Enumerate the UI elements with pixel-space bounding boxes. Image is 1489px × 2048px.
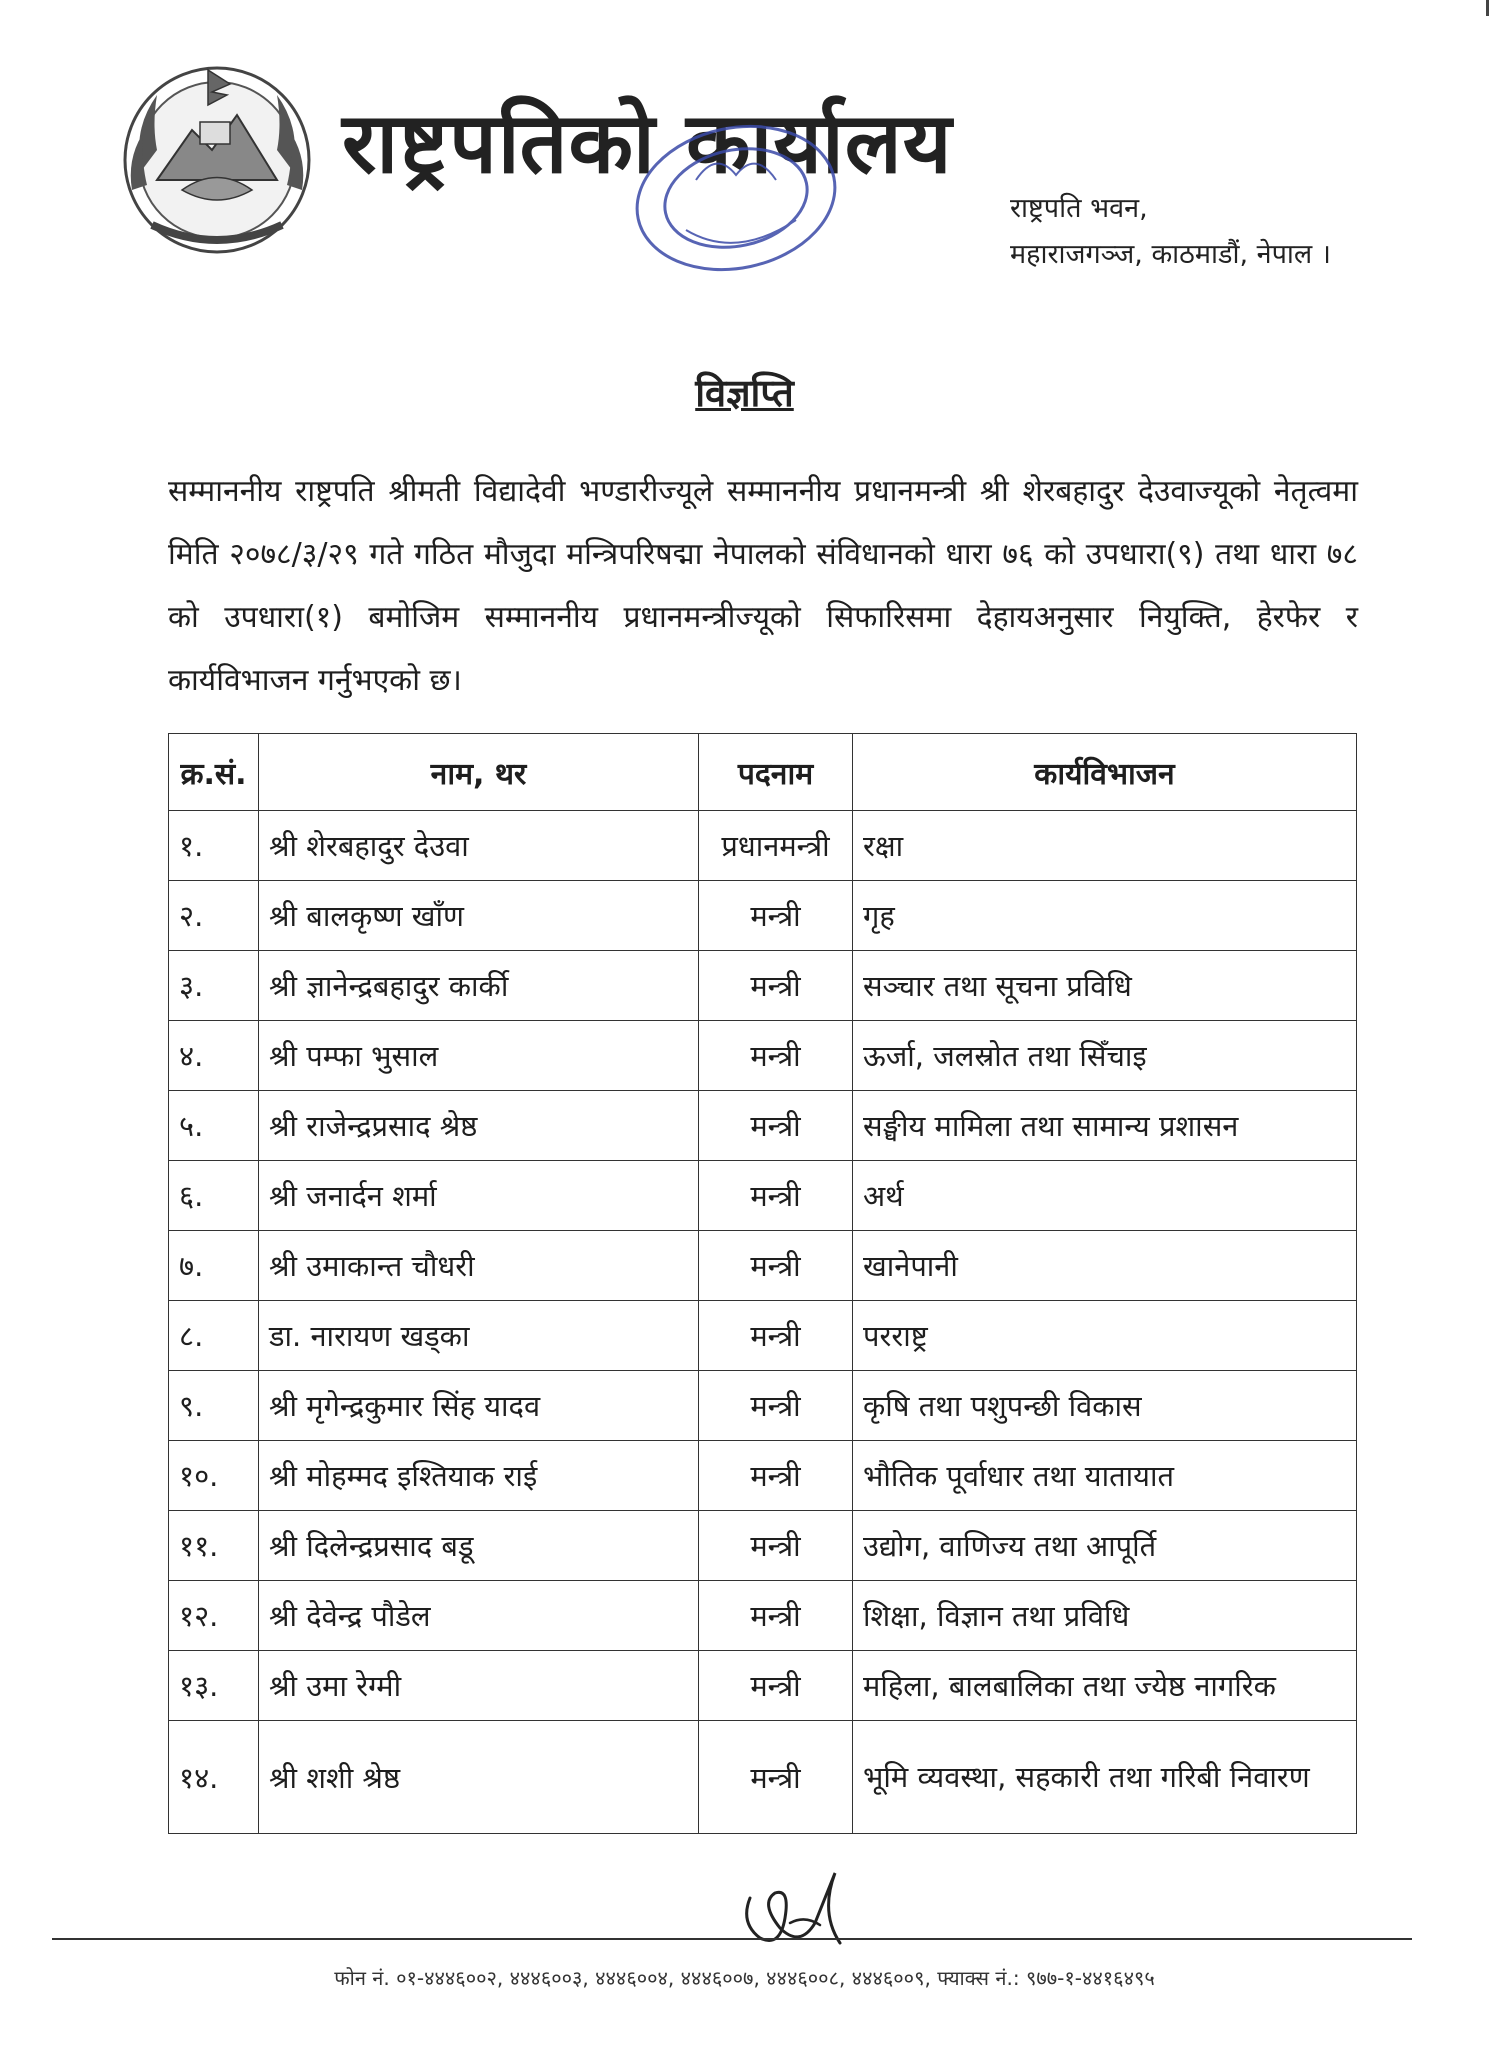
- row-post: मन्त्री: [699, 1021, 853, 1091]
- office-address: [1010, 186, 1331, 278]
- table-row: [169, 1021, 1357, 1091]
- row-serial: ६.: [169, 1161, 259, 1231]
- row-name: श्री राजेन्द्रप्रसाद श्रेष्ठ: [259, 1091, 699, 1161]
- footer-contact: फोन नं. ०१-४४४६००२, ४४४६००३, ४४४६००४, ४४४६००७, ४४४६००८, ४४४६००९, फ्याक्स नं.: ९७७-१-४४१६४९५: [334, 1966, 1155, 1990]
- row-serial: ९.: [169, 1371, 259, 1441]
- row-post: मन्त्री: [699, 1091, 853, 1161]
- table-row: [169, 881, 1357, 951]
- handwritten-signature-icon: [730, 1868, 860, 1958]
- row-portfolio: सङ्घीय मामिला तथा सामान्य प्रशासन: [853, 1091, 1357, 1161]
- row-portfolio: रक्षा: [853, 811, 1357, 881]
- row-serial: ३.: [169, 951, 259, 1021]
- row-post: मन्त्री: [699, 1581, 853, 1651]
- row-post: मन्त्री: [699, 1441, 853, 1511]
- row-portfolio: सञ्चार तथा सूचना प्रविधि: [853, 951, 1357, 1021]
- row-post: मन्त्री: [699, 1651, 853, 1721]
- address-line-2: महाराजगञ्ज, काठमाडौं, नेपाल ।: [1010, 239, 1332, 270]
- row-post: मन्त्री: [699, 1721, 853, 1834]
- row-serial: १२.: [169, 1581, 259, 1651]
- row-name: श्री मृगेन्द्रकुमार सिंह यादव: [259, 1371, 699, 1441]
- row-serial: ११.: [169, 1511, 259, 1581]
- row-name: श्री बालकृष्ण खाँण: [259, 881, 699, 951]
- row-serial: ४.: [169, 1021, 259, 1091]
- row-name: श्री पम्फा भुसाल: [259, 1021, 699, 1091]
- row-portfolio: भौतिक पूर्वाधार तथा यातायात: [853, 1441, 1357, 1511]
- row-serial: २.: [169, 881, 259, 951]
- row-portfolio: ऊर्जा, जलस्रोत तथा सिँचाइ: [853, 1021, 1357, 1091]
- row-post: मन्त्री: [699, 1231, 853, 1301]
- row-name: श्री शेरबहादुर देउवा: [259, 811, 699, 881]
- header-portfolio: कार्यविभाजन: [853, 734, 1357, 811]
- row-post: मन्त्री: [699, 1301, 853, 1371]
- row-portfolio: शिक्षा, विज्ञान तथा प्रविधि: [853, 1581, 1357, 1651]
- row-post: मन्त्री: [699, 1161, 853, 1231]
- notice-heading: विज्ञप्ति: [695, 371, 794, 415]
- row-serial: १३.: [169, 1651, 259, 1721]
- row-portfolio: गृह: [853, 881, 1357, 951]
- row-name: श्री दिलेन्द्रप्रसाद बडू: [259, 1511, 699, 1581]
- row-post: प्रधानमन्त्री: [699, 811, 853, 881]
- table-row: [169, 1091, 1357, 1161]
- portfolio-allocation-table: [168, 733, 1357, 1834]
- header-serial: क्र.सं.: [169, 734, 259, 811]
- footer-divider: [52, 1938, 1412, 1940]
- table-row: [169, 1581, 1357, 1651]
- row-serial: १.: [169, 811, 259, 881]
- table-row: [169, 1651, 1357, 1721]
- table-row: [169, 1511, 1357, 1581]
- row-name: डा. नारायण खड्का: [259, 1301, 699, 1371]
- table-row: [169, 811, 1357, 881]
- row-name: श्री उमा रेग्मी: [259, 1651, 699, 1721]
- row-post: मन्त्री: [699, 951, 853, 1021]
- table-row: [169, 951, 1357, 1021]
- table-row: [169, 1161, 1357, 1231]
- row-portfolio: खानेपानी: [853, 1231, 1357, 1301]
- row-portfolio: भूमि व्यवस्था, सहकारी तथा गरिबी निवारण: [853, 1721, 1357, 1834]
- table-row: [169, 1371, 1357, 1441]
- row-portfolio: महिला, बालबालिका तथा ज्येष्ठ नागरिक: [853, 1651, 1357, 1721]
- header-post: पदनाम: [699, 734, 853, 811]
- header-name: नाम, थर: [259, 734, 699, 811]
- notice-body: सम्माननीय राष्ट्रपति श्रीमती विद्यादेवी भण्डारीज्यूले सम्माननीय प्रधानमन्त्री श्री शेरबहादुर देउवाज्यूको नेतृत्वमा मिति २०७८/३/२९ गते गठित मौजुदा मन्त्रिपरिषद्मा नेपालको संविधानको धारा ७६ को उपधारा(९) तथा धारा ७८ को उपधारा(१) बमोजिम सम्माननीय प्रधानमन्त्रीज्यूको सिफारिसमा देहायअनुसार नियुक्ति, हेरफेर र कार्यविभाजन गर्नुभएको छ।: [168, 474, 1358, 698]
- row-name: श्री ज्ञानेन्द्रबहादुर कार्की: [259, 951, 699, 1021]
- row-post: मन्त्री: [699, 1511, 853, 1581]
- nepal-coat-of-arms-icon: [112, 50, 322, 260]
- table-row: [169, 1721, 1357, 1834]
- row-serial: ५.: [169, 1091, 259, 1161]
- row-portfolio: उद्योग, वाणिज्य तथा आपूर्ति: [853, 1511, 1357, 1581]
- row-post: मन्त्री: [699, 881, 853, 951]
- row-portfolio: अर्थ: [853, 1161, 1357, 1231]
- row-name: श्री शशी श्रेष्ठ: [259, 1721, 699, 1834]
- table-row: [169, 1231, 1357, 1301]
- row-serial: १०.: [169, 1441, 259, 1511]
- row-name: श्री मोहम्मद इश्तियाक राई: [259, 1441, 699, 1511]
- row-serial: ८.: [169, 1301, 259, 1371]
- row-name: श्री देवेन्द्र पौडेल: [259, 1581, 699, 1651]
- table-row: [169, 1301, 1357, 1371]
- row-serial: १४.: [169, 1721, 259, 1834]
- row-name: श्री उमाकान्त चौधरी: [259, 1231, 699, 1301]
- office-seal-stamp-icon: [616, 120, 866, 300]
- row-post: मन्त्री: [699, 1371, 853, 1441]
- row-name: श्री जनार्दन शर्मा: [259, 1161, 699, 1231]
- address-line-1: राष्ट्रपति भवन,: [1010, 193, 1148, 224]
- row-portfolio: परराष्ट्र: [853, 1301, 1357, 1371]
- office-title: राष्ट्रपतिको कार्यालय: [342, 94, 953, 192]
- table-header-row: [169, 734, 1357, 811]
- table-row: [169, 1441, 1357, 1511]
- row-serial: ७.: [169, 1231, 259, 1301]
- row-portfolio: कृषि तथा पशुपन्छी विकास: [853, 1371, 1357, 1441]
